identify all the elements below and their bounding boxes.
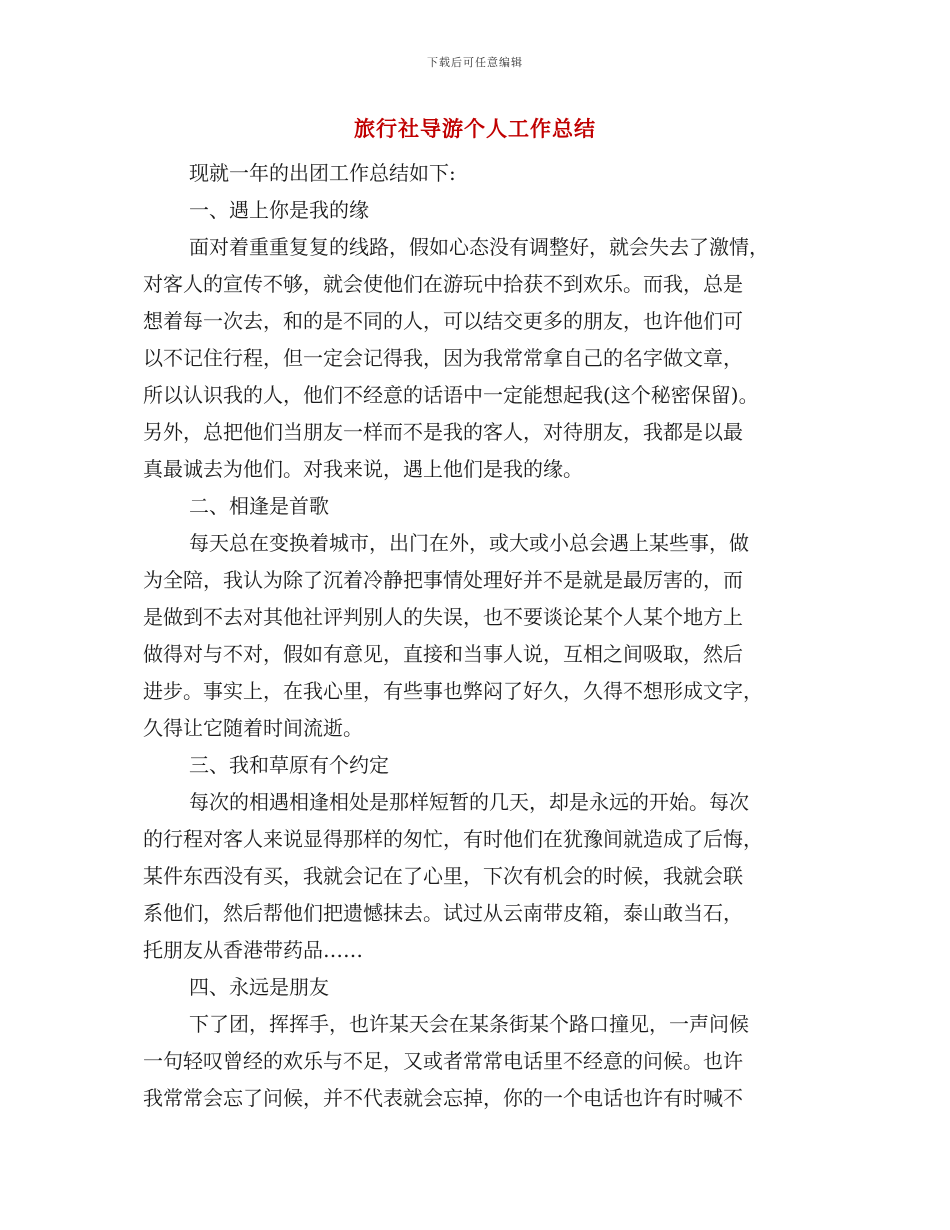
text-line: 想着每一次去，和的是不同的人，可以结交更多的朋友，也许他们可 — [143, 309, 743, 333]
text-line: 一句轻叹曾经的欢乐与不足，又或者常常电话里不经意的问候。也许 — [143, 1049, 743, 1073]
text-line: 下了团，挥挥手，也许某天会在某条街某个路口撞见，一声问候 — [189, 1012, 749, 1036]
text-line: 久得让它随着时间流逝。 — [143, 716, 363, 740]
text-line: 另外，总把他们当朋友一样而不是我的客人，对待朋友，我都是以最 — [143, 420, 743, 444]
text-line: 对客人的宣传不够，就会使他们在游玩中拾获不到欢乐。而我，总是 — [143, 272, 743, 296]
text-line: 一、遇上你是我的缘 — [189, 198, 369, 222]
text-line: 系他们，然后帮他们把遗憾抹去。试过从云南带皮箱，泰山敢当石， — [143, 901, 743, 925]
header-note: 下载后可任意编辑 — [427, 56, 523, 69]
text-line: 所以认识我的人，他们不经意的话语中一定能想起我(这个秘密保留)。 — [143, 383, 759, 407]
text-line: 每次的相遇相逢相处是那样短暂的几天，却是永远的开始。每次 — [189, 790, 749, 814]
text-line: 为全陪，我认为除了沉着冷静把事情处理好并不是就是最厉害的，而 — [143, 568, 743, 592]
text-line: 真最诚去为他们。对我来说，遇上他们是我的缘。 — [143, 457, 583, 481]
text-line: 是做到不去对其他社评判别人的失误，也不要谈论某个人某个地方上 — [143, 605, 743, 629]
text-line: 我常常会忘了问候，并不代表就会忘掉，你的一个电话也许有时喊不 — [143, 1086, 743, 1110]
text-line: 四、永远是朋友 — [189, 975, 329, 999]
document-title: 旅行社导游个人工作总结 — [354, 117, 596, 141]
text-line: 现就一年的出团工作总结如下: — [189, 161, 456, 185]
text-line: 三、我和草原有个约定 — [189, 753, 389, 777]
text-line: 面对着重重复复的线路，假如心态没有调整好，就会失去了激情， — [189, 235, 769, 259]
text-line: 的行程对客人来说显得那样的匆忙，有时他们在犹豫间就造成了后悔， — [143, 827, 763, 851]
text-line: 做得对与不对，假如有意见，直接和当事人说，互相之间吸取，然后 — [143, 642, 743, 666]
text-line: 某件东西没有买，我就会记在了心里，下次有机会的时候，我就会联 — [143, 864, 743, 888]
document-body — [143, 155, 809, 1117]
text-line: 二、相逢是首歌 — [189, 494, 329, 518]
text-line: 每天总在变换着城市，出门在外，或大或小总会遇上某些事，做 — [189, 531, 749, 555]
text-line: 进步。事实上，在我心里，有些事也弊闷了好久，久得不想形成文字， — [143, 679, 763, 703]
text-line: 以不记住行程，但一定会记得我，因为我常常拿自己的名字做文章， — [143, 346, 743, 370]
text-line: 托朋友从香港带药品…… — [143, 938, 363, 962]
